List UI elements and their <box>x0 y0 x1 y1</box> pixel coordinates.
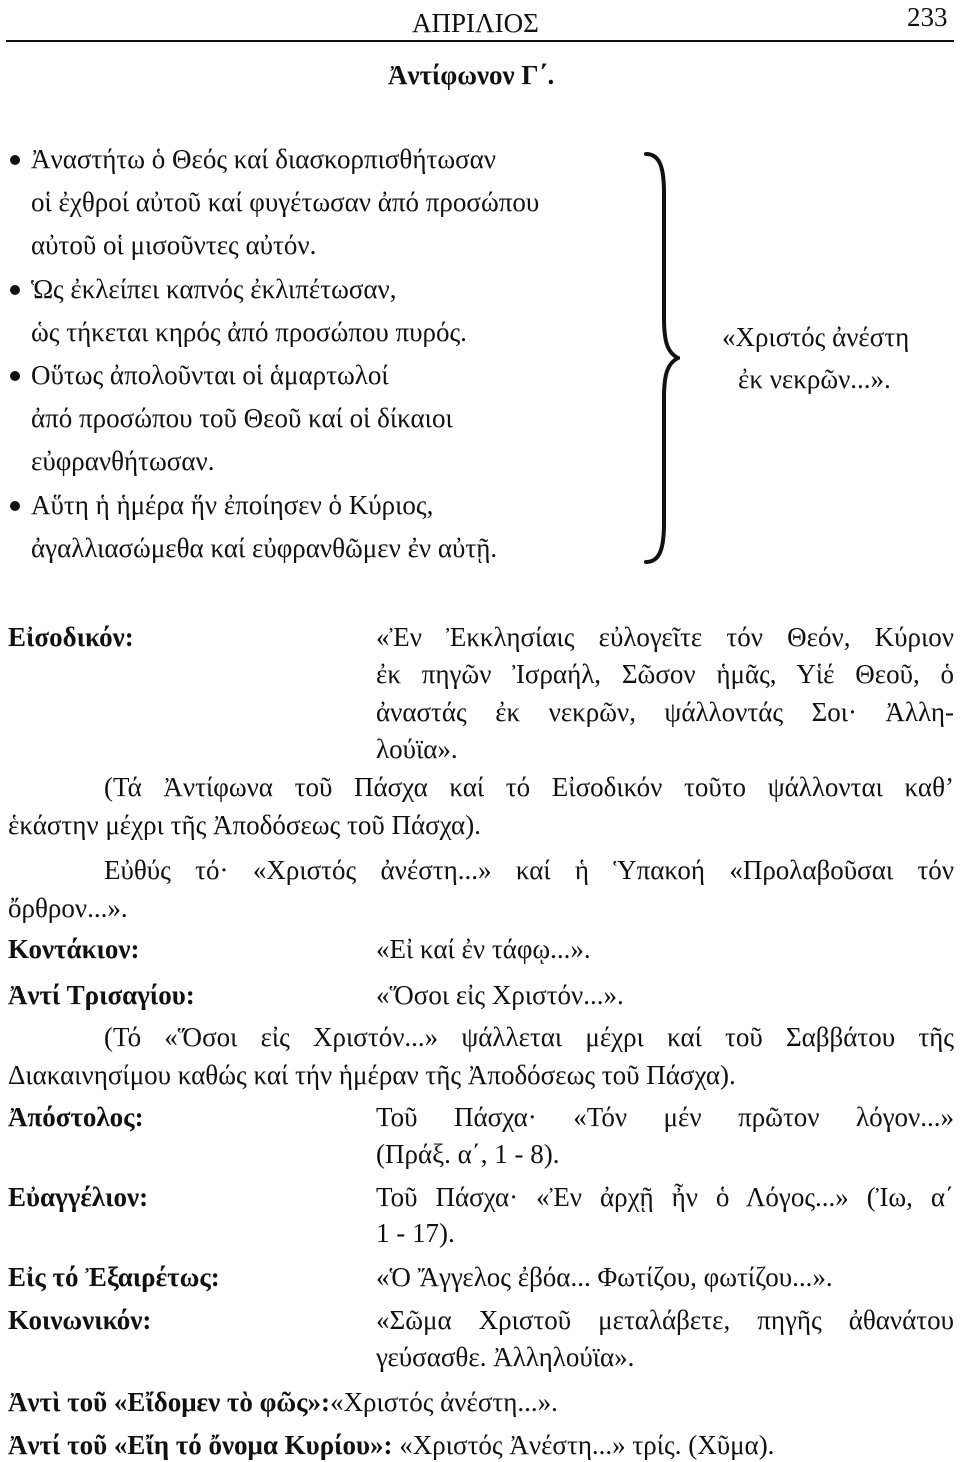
apostolos-line: Τοῦ Πάσχα· «Τόν μέν πρῶτον λόγον...» <box>376 1102 954 1132</box>
evangelion-label: Εὐαγγέλιον: <box>8 1182 149 1212</box>
antiphon-line: εὐφρανθήτωσαν. <box>31 446 215 476</box>
antiphon-title: Ἀντίφωνον Γ΄. <box>388 60 555 90</box>
eii-text: «Χριστός Ἀνέστη...» τρίς. (Χῦμα). <box>392 1430 775 1460</box>
bullet-icon <box>10 371 20 381</box>
evangelion-line: 1 - 17). <box>376 1218 455 1248</box>
page-number: 233 <box>907 2 948 32</box>
eidomen-row <box>8 1385 558 1419</box>
koinonikon-line: γεύσασθε. Ἀλληλούϊα». <box>376 1342 635 1372</box>
bullet-icon <box>10 501 20 511</box>
eidomen-label: Ἀντὶ τοῦ «Εἴδομεν τὸ φῶς»: <box>8 1387 331 1417</box>
apostolos-label: Ἀπόστολος: <box>8 1102 144 1132</box>
antiphon-line: Αὕτη ἡ ἡμέρα ἥν ἐποίησεν ὁ Κύριος, <box>31 490 434 520</box>
kontakion-text: «Εἰ καί ἐν τάφῳ...». <box>376 934 591 964</box>
antiphon-line: ἀγαλλιασώμεθα καί εὐφρανθῶμεν ἐν αὐτῇ. <box>31 533 498 563</box>
koinonikon-line: «Σῶμα Χριστοῦ μεταλάβετε, πηγῆς ἀθανάτου <box>376 1305 954 1335</box>
antiphon-line: ὡς τήκεται κηρός ἀπό προσώπου πυρός. <box>31 317 467 347</box>
trisagion-text: «Ὅσοι εἰς Χριστόν...». <box>376 980 624 1010</box>
eisodikon-line: ἐκ πηγῶν Ἰσραήλ, Σῶσον ἡμᾶς, Υἱέ Θεοῦ, ὁ <box>376 659 954 689</box>
rubric-line: (Τά Ἀντίφωνα τοῦ Πάσχα καί τό Εἰσοδικόν τοῦτο ψάλλονται καθ’ <box>104 772 954 802</box>
rubric-line: ἑκάστην μέχρι τῆς Ἀποδόσεως τοῦ Πάσχα). <box>8 810 481 840</box>
eii-row <box>8 1428 774 1462</box>
rubric-line: Διακαινησίμου καθώς καί τήν ἡμέραν τῆς Ἀποδόσεως τοῦ Πάσχα). <box>8 1060 736 1090</box>
eisodikon-line: λούϊα». <box>376 734 458 764</box>
koinonikon-label: Κοινωνικόν: <box>8 1305 152 1335</box>
antiphon-line: Ὡς ἐκλείπει καπνός ἐκλιπέτωσαν, <box>31 274 397 304</box>
running-header-month: ΑΠΡΙΛΙΟΣ <box>412 8 539 38</box>
bullet-icon <box>10 155 20 165</box>
antiphon-line: οἱ ἐχθροί αὐτοῦ καί φυγέτωσαν ἀπό προσώπου <box>31 187 540 217</box>
refrain-line: ἐκ νεκρῶν...». <box>738 364 891 394</box>
antiphon-line: Οὕτως ἀπολοῦνται οἱ ἁμαρτωλοί <box>31 360 389 390</box>
antiphon-line: αὐτοῦ οἱ μισοῦντες αὐτόν. <box>31 230 317 260</box>
trisagion-label: Ἀντί Τρισαγίου: <box>8 980 195 1010</box>
rubric-line: (Τό «Ὅσοι εἰς Χριστόν...» ψάλλεται μέχρι καί τοῦ Σαββάτου τῆς <box>104 1022 954 1052</box>
eii-label: Ἀντί τοῦ «Εἴη τό ὄνομα Κυρίου»: <box>8 1430 393 1460</box>
eisodikon-line: «Ἐν Ἐκκλησίαις εὐλογεῖτε τόν Θεόν, Κύριον <box>376 622 954 652</box>
antiphon-line: ἀπό προσώπου τοῦ Θεοῦ καί οἱ δίκαιοι <box>31 403 453 433</box>
eisodikon-line: ἀναστάς ἐκ νεκρῶν, ψάλλοντάς Σοι· Ἀλλη- <box>376 697 954 727</box>
antiphon-line: Ἀναστήτω ὁ Θεός καί διασκορπισθήτωσαν <box>31 144 497 174</box>
refrain-line: «Χριστός ἀνέστη <box>722 322 910 352</box>
bullet-icon <box>10 285 20 295</box>
header-rule <box>6 40 954 42</box>
exairetos-text: «Ὁ Ἄγγελος ἐβόα... Φωτίζου, φωτίζου...». <box>376 1262 833 1292</box>
rubric-line: ὄρθρον...». <box>8 893 128 923</box>
exairetos-label: Εἰς τό Ἐξαιρέτως: <box>8 1262 220 1292</box>
apostolos-line: (Πράξ. α΄, 1 - 8). <box>376 1139 560 1169</box>
right-brace-icon <box>640 148 680 568</box>
rubric-line: Εὐθύς τό· «Χριστός ἀνέστη...» καί ἡ Ὑπακοή «Προλαβοῦσαι τόν <box>104 855 954 885</box>
kontakion-label: Κοντάκιον: <box>8 934 140 964</box>
eidomen-text: «Χριστός ἀνέστη...». <box>330 1387 558 1417</box>
evangelion-line: Τοῦ Πάσχα· «Ἐν ἀρχῇ ἦν ὁ Λόγος...» (Ἰω, α΄ <box>376 1182 954 1212</box>
eisodikon-label: Εἰσοδικόν: <box>8 622 134 652</box>
